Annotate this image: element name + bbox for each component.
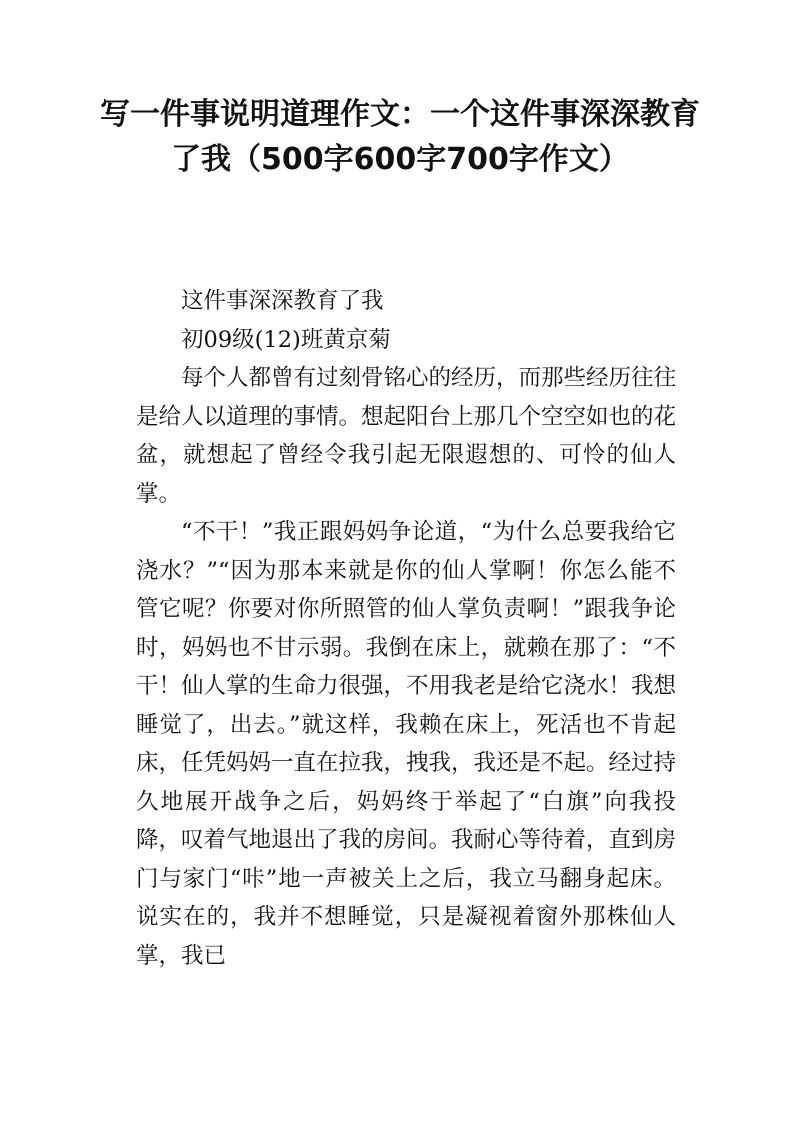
document-title: 写一件事说明道理作文：一个这件事深深教育了我（500字600字700字作文） <box>100 97 700 177</box>
paragraph: “不干！”我正跟妈妈争论道，“为什么总要我给它浇水？”“因为那本来就是你的仙人掌啊！你怎么能不管它呢？你要对你所照管的仙人掌负责啊！”跟我争论时，妈妈也不甘示弱。我倒在床上，就赖在那了：“不干！仙人掌的生命力很强，不用我老是给它浇水！我想睡觉了，出去。”就这样，我赖在床上，死活也不肯起床，任凭妈妈一直在拉我，拽我，我还是不起。经过持久地展开战争之后，妈妈终于举起了“白旗”向我投降，叹着气地退出了我的房间。我耐心等待着，直到房门与家门“咔”地一声被关上之后，我立马翻身起床。说实在的，我并不想睡觉，只是凝视着窗外那株仙人掌，我已 <box>136 519 677 969</box>
paragraph: 每个人都曾有过刻骨铭心的经历，而那些经历往往是给人以道理的事情。想起阳台上那几个空空如也的花盆，就想起了曾经令我引起无限遐想的、可怜的仙人掌。 <box>136 365 677 507</box>
author-line: 初09级(12)班黄京菊 <box>181 326 391 353</box>
essay-heading: 这件事深深教育了我 <box>181 288 384 314</box>
document-body <box>136 282 676 975</box>
